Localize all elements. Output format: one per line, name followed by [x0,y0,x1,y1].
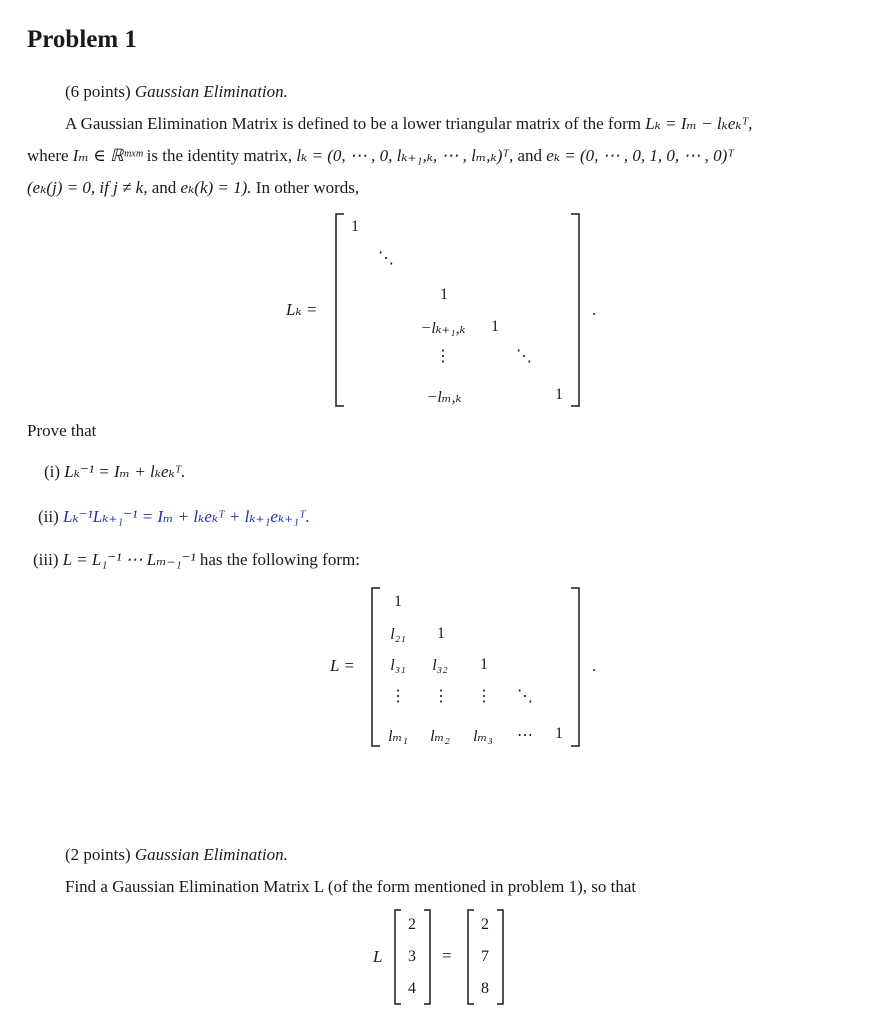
problem2-header [65,845,288,865]
problem1-header [65,82,288,102]
item-iii-label: (iii) [33,550,59,569]
l-entry-11: 1 [394,593,402,610]
lk-entry-kk: 1 [440,286,448,303]
prove-that: Prove that [27,421,97,440]
l-entry-m1: lₘ₁ [388,728,408,745]
identity-formula: Iₘ ∈ ℝᵐˣᵐ [72,146,143,165]
problem1-topic: Gaussian Elimination. [134,82,288,101]
l-cdots: ⋯ [517,727,533,744]
problem-heading: Problem 1 [27,26,137,53]
vec-right-2: 7 [481,948,489,965]
l-entry-m2: lₘ₂ [430,728,450,745]
problem2-text: Find a Gaussian Elimination Matrix L (of the form mentioned in problem 1), so that [65,877,637,896]
item-ii [38,507,310,527]
definition-formula: Lₖ = Iₘ − lₖeₖᵀ, [645,114,753,133]
matrix-lk-left-bracket [334,213,346,407]
item-iii [33,550,360,570]
lk-ddots-2: ⋱ [516,348,532,365]
l-entry-33: 1 [480,656,488,673]
definition-line2 [27,146,734,166]
identity-text: is the identity matrix, [146,146,293,165]
condition-1: (eₖ(j) = 0, if j ≠ k, [27,178,148,197]
vec-left-2: 3 [408,948,416,965]
l-entry-32: l₃₂ [432,657,448,674]
item-i-formula: Lₖ⁻¹ = Iₘ + lₖeₖᵀ. [64,462,186,481]
lk-vdots: ⋮ [435,348,451,365]
item-ii-label: (ii) [38,507,59,526]
lk-entry-mk: −lₘ,ₖ [426,389,462,406]
problem1-points: (6 points) [65,82,131,101]
l-vdots-1: ⋮ [390,688,406,705]
l-entry-22: 1 [437,625,445,642]
l-ddots: ⋱ [517,688,533,705]
item-ii-formula: Lₖ⁻¹Lₖ₊₁⁻¹ = Iₘ + lₖeₖᵀ + lₖ₊₁eₖ₊₁ᵀ. [63,507,310,526]
problem2-points: (2 points) [65,845,131,864]
and-word-2: and [151,178,177,197]
vec-right-rbracket [496,909,506,1005]
vec-left-1: 2 [408,916,416,933]
vec-left-3: 4 [408,980,416,997]
l-vdots-2: ⋮ [433,688,449,705]
matrix-lk-label: Lₖ = [286,300,318,319]
problem2-topic: Gaussian Elimination. [134,845,288,864]
matrix-l-label: L = [330,656,355,675]
matrix-l-left-bracket [370,587,382,747]
item-i [44,462,186,482]
vec-right-3: 8 [481,980,489,997]
matrix-l-period: . [592,656,597,675]
vec-left-rbracket [423,909,433,1005]
l-entry-mm: 1 [555,725,563,742]
definition-line1 [65,114,752,134]
l-vector-formula: lₖ = (0, ⋯ , 0, lₖ₊₁,ₖ, ⋯ , lₘ,ₖ)ᵀ, [296,146,514,165]
matrix-lk-right-bracket [570,213,582,407]
l-entry-m3: lₘ₃ [473,728,493,745]
item-iii-suffix: has the following form: [199,550,360,569]
and-word: and [517,146,543,165]
definition-text: A Gaussian Elimination Matrix is defined to be a lower triangular matrix of the form [65,114,641,133]
lk-entry-k1-one: 1 [491,318,499,335]
problem2-equals: = [442,946,452,965]
where-word: where [27,146,69,165]
matrix-l-right-bracket [570,587,582,747]
condition-2: eₖ(k) = 1). [180,178,252,197]
lk-entry-k1: −lₖ₊₁,ₖ [420,320,466,337]
problem2-L: L [373,947,383,966]
item-i-label: (i) [44,462,61,481]
vec-right-1: 2 [481,916,489,933]
l-entry-21: l₂₁ [390,626,406,643]
matrix-lk-period: . [592,300,597,319]
in-other-words: In other words, [255,178,360,197]
lk-ddots-1: ⋱ [378,250,394,267]
e-vector-formula: eₖ = (0, ⋯ , 0, 1, 0, ⋯ , 0)ᵀ [546,146,734,165]
definition-line3 [27,178,359,198]
lk-entry-mm: 1 [555,386,563,403]
lk-entry-11: 1 [351,218,359,235]
item-iii-formula: L = L₁⁻¹ ⋯ Lₘ₋₁⁻¹ [62,550,196,569]
l-entry-31: l₃₁ [390,657,406,674]
l-vdots-3: ⋮ [476,688,492,705]
